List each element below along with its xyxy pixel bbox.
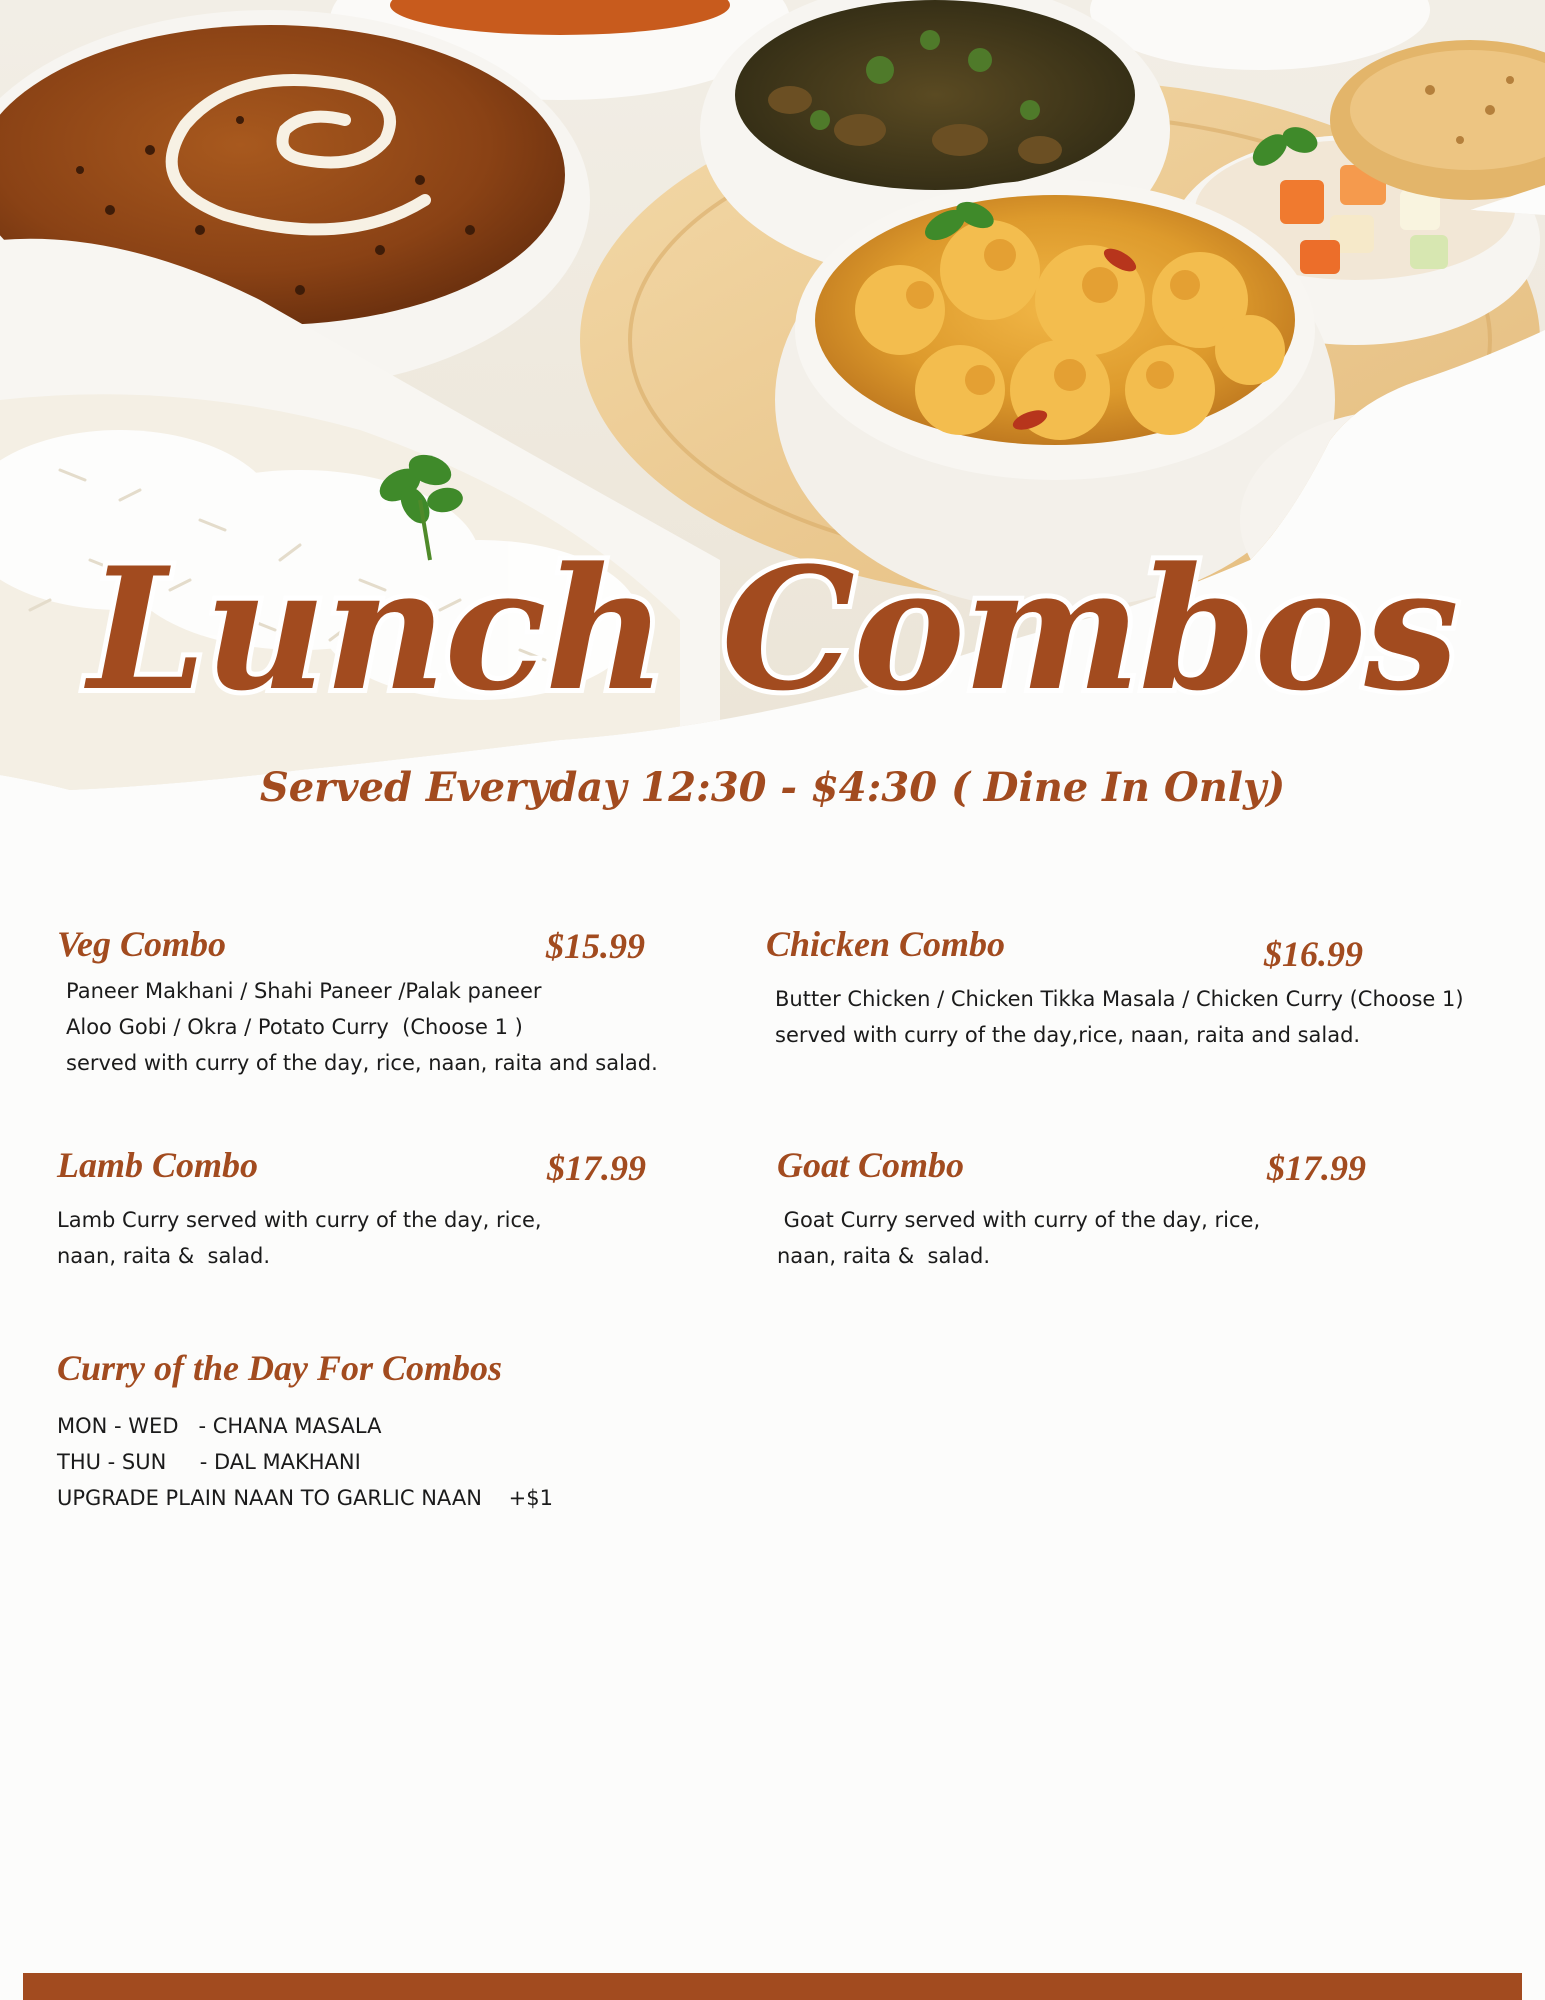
page-title: Lunch Combos bbox=[88, 530, 1457, 728]
description-line: Aloo Gobi / Okra / Potato Curry (Choose 1 ) bbox=[66, 1015, 523, 1039]
goat-combo-name: Goat Combo bbox=[777, 1145, 965, 1185]
curry-of-the-day-list bbox=[57, 1408, 553, 1516]
curry-line: THU - SUN - DAL MAKHANI bbox=[57, 1450, 361, 1474]
chicken-combo-name: Chicken Combo bbox=[766, 924, 1006, 964]
veg-combo-name: Veg Combo bbox=[57, 924, 227, 964]
description-line: Paneer Makhani / Shahi Paneer /Palak paneer bbox=[66, 979, 542, 1003]
description-line: naan, raita & salad. bbox=[777, 1244, 991, 1268]
curry-line: UPGRADE PLAIN NAAN TO GARLIC NAAN +$1 bbox=[57, 1486, 553, 1510]
description-line: Lamb Curry served with curry of the day, rice, bbox=[57, 1208, 542, 1232]
lamb-combo-price: $17.99 bbox=[547, 1148, 646, 1188]
curry-line: MON - WED - CHANA MASALA bbox=[57, 1414, 382, 1438]
goat-combo-price: $17.99 bbox=[1267, 1148, 1366, 1188]
chicken-combo-description bbox=[775, 981, 1464, 1053]
page-subtitle: Served Everyday 12:30 - $4:30 ( Dine In Only) bbox=[259, 764, 1286, 811]
veg-combo-price: $15.99 bbox=[546, 926, 645, 966]
lamb-combo-name: Lamb Combo bbox=[57, 1145, 259, 1185]
description-line: Goat Curry served with curry of the day, rice, bbox=[777, 1208, 1261, 1232]
curry-of-the-day-title: Curry of the Day For Combos bbox=[57, 1348, 503, 1388]
footer-bar bbox=[23, 1973, 1522, 2000]
description-line: served with curry of the day,rice, naan, raita and salad. bbox=[775, 1023, 1361, 1047]
description-line: served with curry of the day, rice, naan, raita and salad. bbox=[66, 1051, 658, 1075]
description-line: naan, raita & salad. bbox=[57, 1244, 271, 1268]
lamb-combo-description bbox=[57, 1202, 542, 1274]
chicken-combo-price: $16.99 bbox=[1264, 934, 1363, 974]
goat-combo-description bbox=[777, 1202, 1260, 1274]
description-line: Butter Chicken / Chicken Tikka Masala / Chicken Curry (Choose 1) bbox=[775, 987, 1464, 1011]
veg-combo-description bbox=[66, 973, 658, 1081]
